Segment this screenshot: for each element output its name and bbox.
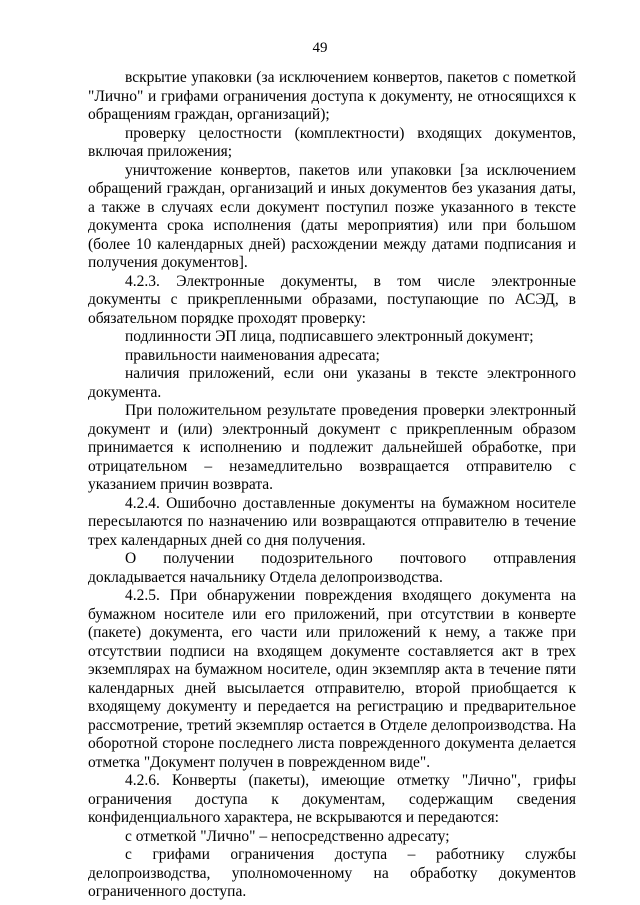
paragraph-section-4-2-6: 4.2.6. Конверты (пакеты), имеющие отметку "Лично", грифы ограничения доступа к документам, содержащим сведения конфиденциального характера, не вскрываются и передаются: bbox=[88, 772, 576, 826]
paragraph-section-4-2-5: 4.2.5. При обнаружении повреждения входящего документа на бумажном носителе или его приложений, при отсутствии в конверте (пакете) документа, его части или приложений к нему, а также при отсутствии подписи на входящем документе составляется акт в трех экземплярах на бумажном носителе, один экземпляр акта в течение пяти календарных дней высылается отправителю, второй приобщается к входящему документу и передается на регистрацию и предварительное рассмотрение, третий экземпляр остается в Отделе делопроизводства. На оборотной стороне последнего листа поврежденного документа делается отметка "Документ получен в поврежденном виде". bbox=[88, 587, 576, 771]
paragraph-signature-authenticity: подлинности ЭП лица, подписавшего электронный документ; bbox=[125, 328, 534, 345]
paragraph-envelope-destruction: уничтожение конвертов, пакетов или упаковки [за исключением обращений граждан, организаций и иных документов без указания даты, а также в случаях если документ поступил позже указанного в тексте документа срока исполнения (даты мероприятия) или при большом (более 10 календарных дней) расхождении между датами подписания и получения документов]. bbox=[88, 161, 576, 271]
paragraph-opening-packaging: вскрытие упаковки (за исключением конвертов, пакетов с пометкой "Лично" и грифами ограничения доступа к документу, не относящихся к обращениям граждан, организаций); bbox=[88, 69, 576, 123]
paragraph-restricted-access: с грифами ограничения доступа – работнику службы делопроизводства, уполномоченному на обработку документов ограниченного доступа. bbox=[88, 846, 576, 900]
paragraph-personal-mark: с отметкой "Лично" – непосредственно адресату; bbox=[125, 827, 450, 845]
paragraph-suspicious-mail: О получении подозрительного почтового отправления докладывается начальнику Отдела делопроизводства. bbox=[88, 550, 576, 586]
document-body bbox=[88, 69, 576, 902]
paragraph-integrity-check: проверку целостности (комплектности) входящих документов, включая приложения; bbox=[88, 124, 576, 160]
paragraph-attachments-presence: наличия приложений, если они указаны в тексте электронного документа. bbox=[88, 365, 576, 401]
paragraph-section-4-2-4: 4.2.4. Ошибочно доставленные документы на бумажном носителе пересылаются по назначению или возвращаются отправителю в течение трех календарных дней со дня получения. bbox=[88, 494, 576, 549]
paragraph-addressee-correctness: правильности наименования адресата; bbox=[125, 346, 380, 364]
paragraph-check-result: При положительном результате проведения проверки электронный документ и (или) электронный документ с прикрепленным образом принимается к исполнению и подлежит дальнейшей обработке, при отрицательном – незамедлительно возвращается отправителю с указанием причин возврата. bbox=[88, 402, 576, 493]
page-number: 49 bbox=[312, 40, 328, 56]
paragraph-section-4-2-3: 4.2.3. Электронные документы, в том числе электронные документы с прикрепленными образами, поступающие по АСЭД, в обязательном порядке проходят проверку: bbox=[88, 272, 576, 327]
